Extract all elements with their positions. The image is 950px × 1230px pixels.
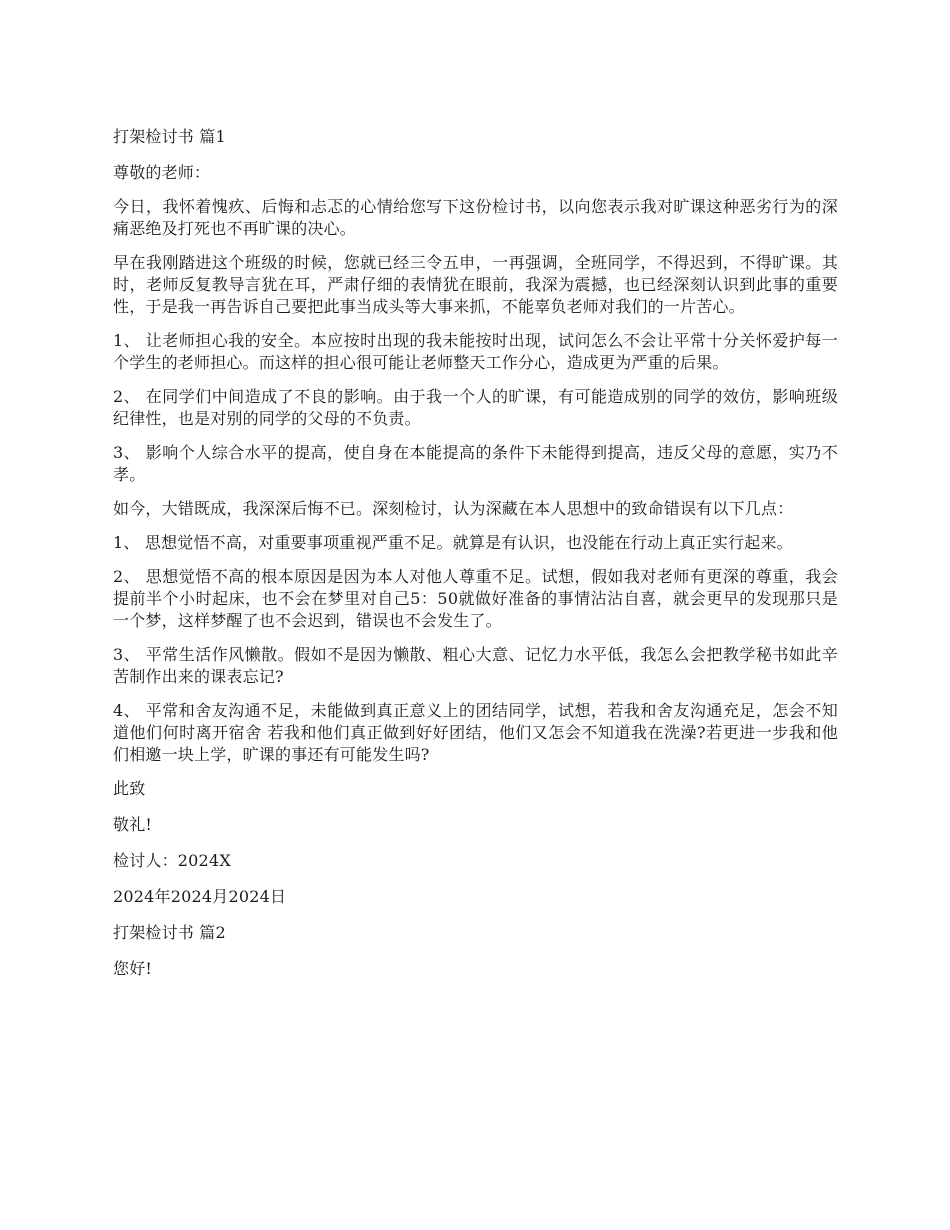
signer-line: 检讨人：2024X	[113, 851, 231, 870]
mistake-item: 4、 平常和舍友沟通不足，未能做到真正意义上的团结同学，试想，若我和舍友沟通充足，怎会不知道他们何时离开宿舍 若我和他们真正做到好好团结，他们又怎会不知道我在洗澡?若更进一步我和他们相邀一块上学，旷课的事还有可能发生吗?	[113, 701, 838, 764]
mistake-item: 1、 思想觉悟不高，对重要事项重视严重不足。就算是有认识，也没能在行动上真正实行起来。	[113, 533, 793, 552]
reflection-paragraph: 如今，大错既成，我深深后悔不已。深刻检讨，认为深藏在本人思想中的致命错误有以下几点：	[113, 499, 794, 518]
intro-paragraph: 今日，我怀着愧疚、后悔和忐忑的心情给您写下这份检讨书，以向您表示我对旷课这种恶劣行为的深痛恶绝及打死也不再旷课的决心。	[113, 197, 838, 238]
date-line: 2024年2024月2024日	[113, 887, 287, 906]
mistake-item: 3、 平常生活作风懒散。假如不是因为懒散、粗心大意、记忆力水平低，我怎么会把教学秘书如此辛苦制作出来的课表忘记?	[113, 645, 838, 686]
section2-greeting: 您好!	[113, 959, 153, 978]
closing-salute: 敬礼!	[113, 815, 153, 834]
section-title: 打架检讨书 篇1	[113, 127, 226, 146]
section-title: 打架检讨书 篇2	[113, 923, 226, 942]
consequence-item: 1、 让老师担心我的安全。本应按时出现的我未能按时出现，试问怎么不会让平常十分关怀爱护每一个学生的老师担心。而这样的担心很可能让老师整天工作分心，造成更为严重的后果。	[113, 331, 838, 372]
document-body	[113, 126, 838, 994]
mistake-item: 2、 思想觉悟不高的根本原因是因为本人对他人尊重不足。试想，假如我对老师有更深的尊重，我会提前半个小时起床，也不会在梦里对自己5：50就做好准备的事情沾沾自喜，就会更早的发现那只是一个梦，这样梦醒了也不会迟到，错误也不会发生了。	[113, 567, 838, 630]
consequence-item: 3、 影响个人综合水平的提高，使自身在本能提高的条件下未能得到提高，违反父母的意愿，实乃不孝。	[113, 443, 838, 484]
consequence-item: 2、 在同学们中间造成了不良的影响。由于我一个人的旷课，有可能造成别的同学的效仿，影响班级纪律性，也是对别的同学的父母的不负责。	[113, 387, 838, 428]
background-paragraph: 早在我刚踏进这个班级的时候，您就已经三令五申，一再强调，全班同学，不得迟到，不得旷课。其时，老师反复教导言犹在耳，严肃仔细的表情犹在眼前，我深为震撼，也已经深刻认识到此事的重要性，于是我一再告诉自己要把此事当成头等大事来抓，不能辜负老师对我们的一片苦心。	[113, 253, 838, 316]
salutation: 尊敬的老师：	[113, 163, 211, 182]
closing-line: 此致	[113, 779, 146, 798]
